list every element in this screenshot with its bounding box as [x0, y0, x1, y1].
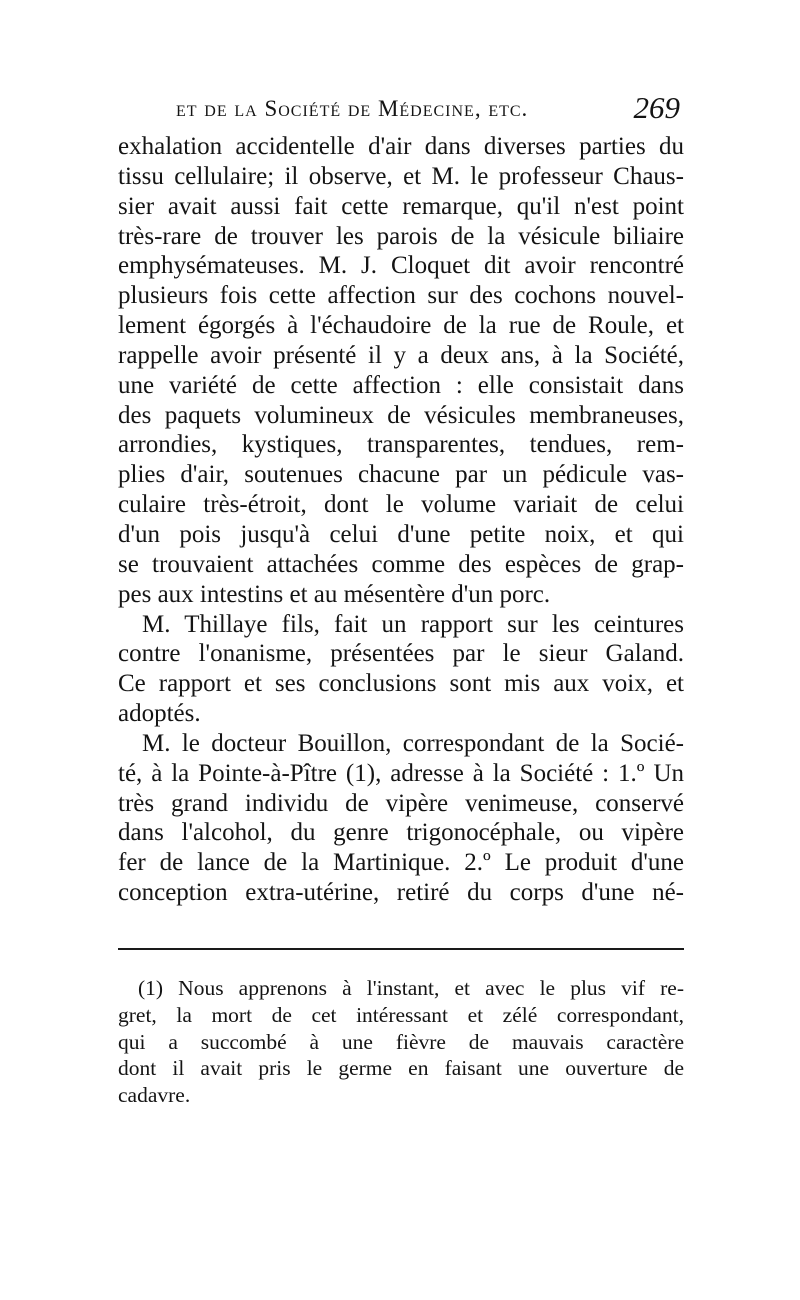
text-line: dans l'alcohol, du genre trigonocéphale, ou vipère	[118, 819, 684, 847]
footnote-line: (1) Nous apprenons à l'instant, et avec le plus vif re-	[138, 976, 684, 1000]
text-line: culaire très-étroit, dont le volume variait de celui	[118, 491, 684, 519]
text-line: pes aux intestins et au mésentère d'un porc.	[118, 580, 551, 608]
running-head: et de la Société de Médecine, etc.	[176, 96, 529, 121]
text-line: arrondies, kystiques, transparentes, tendues, rem-	[118, 431, 684, 459]
text-line: tissu cellulaire; il observe, et M. le professeur Chaus-	[118, 162, 684, 190]
text-line: très-rare de trouver les parois de la vésicule biliaire	[118, 222, 684, 250]
text-line: d'un pois jusqu'à celui d'une petite noix, et qui	[118, 520, 684, 548]
footnote-line: qui a succombé à une fièvre de mauvais caractère	[118, 1029, 684, 1054]
text-line: contre l'onanisme, présentées par le sieur Galand.	[118, 640, 684, 668]
text-line: des paquets volumineux de vésicules membraneuses,	[118, 401, 684, 429]
text-line: M. le docteur Bouillon, correspondant de la Socié-	[142, 729, 684, 757]
text-line: se trouvaient attachées comme des espèces de grap-	[118, 550, 684, 578]
page-header	[118, 88, 690, 128]
text-line: plusieurs fois cette affection sur des cochons nouvel-	[118, 282, 684, 310]
page-number: 269	[633, 90, 680, 125]
text-line: une variété de cette affection : elle consistait dans	[118, 371, 684, 399]
text-line: fer de lance de la Martinique. 2.º Le produit d'une	[118, 849, 684, 877]
footnote-line: dont il avait pris le germe en faisant une ouverture de	[118, 1056, 684, 1081]
text-line: M. Thillaye fils, fait un rapport sur les ceintures	[142, 610, 684, 638]
text-line: sier avait aussi fait cette remarque, qu'il n'est point	[118, 192, 684, 220]
text-line: très grand individu de vipère venimeuse, conservé	[118, 789, 684, 817]
text-line: adoptés.	[118, 700, 201, 728]
body-text	[118, 132, 684, 908]
footnote-rule	[118, 948, 684, 950]
footnotes	[118, 975, 684, 1109]
text-line: conception extra-utérine, retiré du corps d'une né-	[118, 879, 684, 907]
text-line: té, à la Pointe-à-Pître (1), adresse à la Société : 1.º Un	[118, 759, 684, 787]
text-line: plies d'air, soutenues chacune par un pédicule vas-	[118, 461, 684, 489]
text-line: exhalation accidentelle d'air dans diverses parties du	[118, 133, 684, 160]
text-line: Ce rapport et ses conclusions sont mis aux voix, et	[118, 670, 684, 698]
text-line: rappelle avoir présenté il y a deux ans, à la Société,	[118, 341, 684, 369]
text-line: emphysémateuses. M. J. Cloquet dit avoir rencontré	[118, 252, 684, 280]
footnote-line: cadavre.	[118, 1083, 191, 1108]
text-line: lement égorgés à l'échaudoire de la rue de Roule, et	[118, 312, 684, 340]
footnote-line: gret, la mort de cet intéressant et zélé correspondant,	[118, 1002, 684, 1027]
